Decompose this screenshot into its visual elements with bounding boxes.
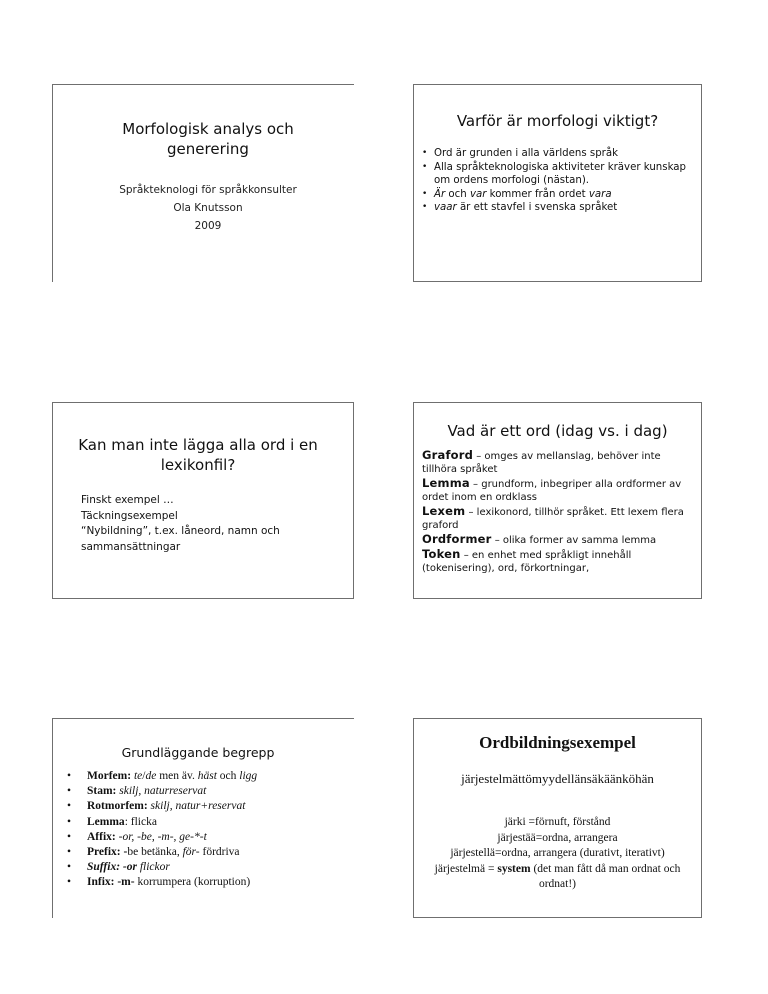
slide-3-title: Kan man inte lägga alla ord i en lexikonfil? [78, 436, 318, 474]
author-name: Ola Knutsson [173, 202, 243, 214]
concept-item: • Stam: skilj, naturreservat [67, 784, 342, 799]
definition-item: Ordformer – olika former av samma lemma [422, 532, 657, 546]
concept-item: • Morfem: te/de men äv. häst och ligg [67, 769, 342, 784]
body-line: “Nybildning”, t.ex. låneord, namn och sammansättningar [81, 525, 280, 553]
example-breakdown [418, 815, 697, 893]
slide-3 [52, 402, 354, 599]
example-word: järjestelmättömyydellänsäkäänköhän [461, 771, 654, 786]
definition-item: Lemma – grundform, inbegriper alla ordformer av ordet inom en ordklass [422, 476, 682, 503]
slide-1-title: Morfologisk analys och generering [122, 120, 294, 158]
definition-item: Graford – omges av mellanslag, behöver inte tillhöra språket [422, 448, 661, 475]
slide-1-subtitle [83, 181, 333, 235]
concept-list [67, 769, 342, 891]
slide-4 [413, 402, 702, 599]
slide-6 [413, 718, 702, 918]
slide-2-bullets [422, 147, 692, 215]
breakdown-line: järjestellä=ordna, arrangera (durativt, iterativt) [450, 847, 665, 859]
concept-item: • Infix: -m- korrumpera (korruption) [67, 875, 342, 890]
slide-2 [413, 84, 702, 282]
concept-item: • Affix: -or, -be, -m-, ge-*-t [67, 830, 342, 845]
concept-item: • Suffix: -or flickor [67, 860, 342, 875]
slide-3-body [81, 493, 321, 555]
breakdown-line: järki =förnuft, förstånd [504, 816, 611, 828]
slide-5-title: Grundläggande begrepp [121, 745, 275, 760]
body-line: Täckningsexempel [81, 509, 178, 522]
bullet-item: • Ord är grunden i alla världens språk [422, 147, 692, 161]
definition-list [422, 449, 694, 576]
concept-item: • Prefix: -be betänka, för- fördriva [67, 845, 342, 860]
bullet-item: • Är och var kommer från ordet vara [422, 188, 692, 202]
bullet-item: • vaar är ett stavfel i svenska språket [422, 201, 692, 215]
concept-item: • Rotmorfem: skilj, natur+reservat [67, 799, 342, 814]
body-line: Finskt exempel … [81, 494, 174, 506]
definition-item: Lexem – lexikonord, tillhör språket. Ett lexem flera graford [422, 504, 684, 531]
definition-item: Token – en enhet med språkligt innehåll (tokenisering), ord, förkortningar, [422, 547, 632, 574]
breakdown-line: järjestelmä = system (det man fått då man ordnat och ordnat!) [434, 862, 681, 890]
bullet-item: • Alla språkteknologiska aktiviteter kräver kunskap om ordens morfologi (nästan). [422, 161, 692, 188]
slide-2-title: Varför är morfologi viktigt? [456, 112, 659, 130]
slide-5 [52, 718, 354, 918]
breakdown-line: järjestää=ordna, arrangera [497, 831, 618, 844]
slide-1 [52, 84, 354, 282]
concept-item: • Lemma: flicka [67, 815, 342, 830]
slide-6-title: Ordbildningsexempel [479, 733, 636, 752]
course-name: Språkteknologi för språkkonsulter [119, 184, 297, 196]
slide-4-title: Vad är ett ord (idag vs. i dag) [447, 422, 668, 440]
year: 2009 [194, 220, 222, 232]
